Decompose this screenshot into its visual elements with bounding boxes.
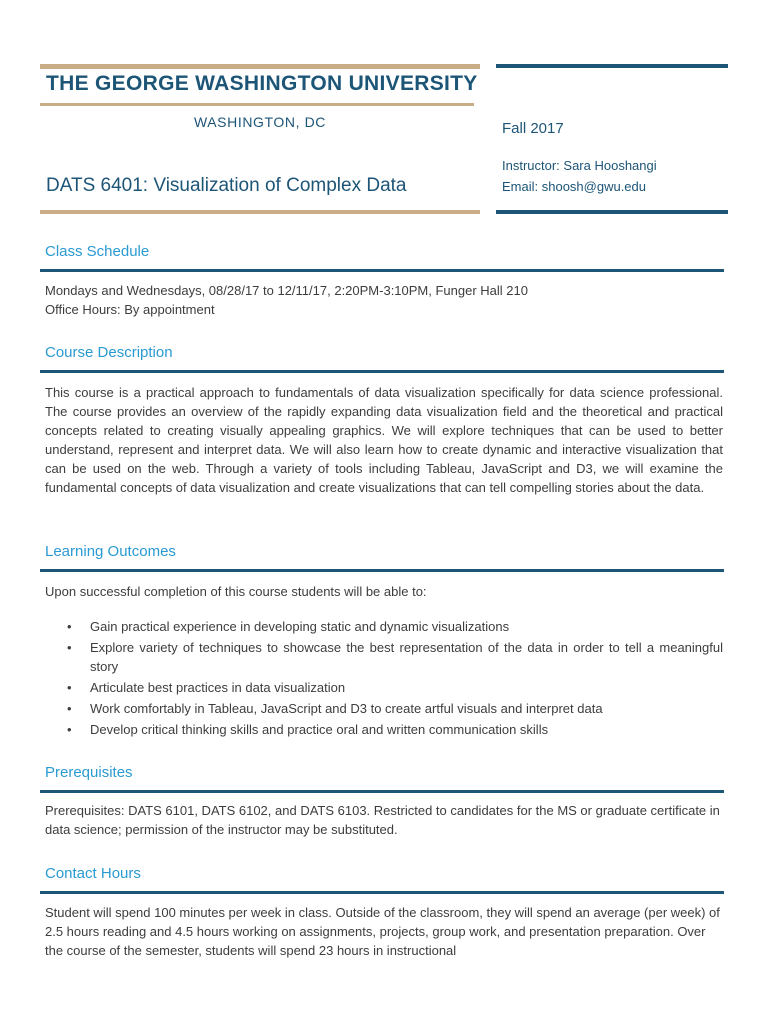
section-heading-schedule: Class Schedule bbox=[45, 243, 150, 260]
header-right-top-rule bbox=[496, 64, 728, 68]
contact-hours-text: Student will spend 100 minutes per week in class. Outside of the classroom, they will spend an average (per week) of 2.5 hours reading and 4.5 hours working on assignments, projects, group work, and presentation preparation. Over the course of the semester, students will spend 23 hours in instructional bbox=[45, 905, 720, 958]
section-heading-description: Course Description bbox=[45, 344, 173, 361]
bullet-icon: • bbox=[67, 701, 72, 716]
list-item-text: Articulate best practices in data visualization bbox=[90, 680, 346, 695]
office-hours-line: Office Hours: By appointment bbox=[45, 302, 215, 317]
header-right-bottom-rule bbox=[496, 210, 728, 214]
outcomes-list bbox=[45, 617, 723, 741]
bullet-icon: • bbox=[67, 722, 72, 737]
schedule-details bbox=[45, 281, 723, 319]
course-title: DATS 6401: Visualization of Complex Data bbox=[46, 175, 407, 196]
university-name: THE GEORGE WASHINGTON UNIVERSITY bbox=[46, 72, 478, 95]
list-item bbox=[45, 699, 723, 718]
bullet-icon: • bbox=[67, 619, 72, 634]
prerequisites-text: Prerequisites: DATS 6101, DATS 6102, and DATS 6103. Restricted to candidates for the MS or graduate certificate in data science; permission of the instructor may be substituted. bbox=[45, 803, 720, 837]
semester-label: Fall 2017 bbox=[502, 120, 564, 137]
list-item bbox=[45, 678, 723, 697]
section-heading-contact-hours: Contact Hours bbox=[45, 865, 141, 882]
university-city: WASHINGTON, DC bbox=[193, 114, 327, 130]
header-mid-tan-rule bbox=[40, 103, 474, 106]
schedule-line: Mondays and Wednesdays, 08/28/17 to 12/11/17, 2:20PM-3:10PM, Funger Hall 210 bbox=[45, 283, 528, 298]
section-rule-prerequisites bbox=[40, 790, 724, 793]
list-item-text: Work comfortably in Tableau, JavaScript and D3 to create artful visuals and interpret data bbox=[90, 701, 603, 716]
list-item bbox=[45, 617, 723, 636]
bullet-icon: • bbox=[67, 640, 72, 655]
section-rule-description bbox=[40, 370, 724, 373]
section-heading-prerequisites: Prerequisites bbox=[45, 764, 133, 781]
section-rule-schedule bbox=[40, 269, 724, 272]
section-rule-contact-hours bbox=[40, 891, 724, 894]
list-item-text: Gain practical experience in developing static and dynamic visualizations bbox=[90, 619, 510, 634]
list-item-text: Explore variety of techniques to showcase the best representation of the data in order to tell a meaningful story bbox=[90, 640, 723, 674]
section-heading-outcomes: Learning Outcomes bbox=[45, 543, 176, 560]
bullet-icon: • bbox=[67, 680, 72, 695]
email-label: Email: shoosh@gwu.edu bbox=[502, 179, 646, 194]
description-text: This course is a practical approach to fundamentals of data visualization specifically for data science professional. The course provides an overview of the rapidly expanding data visualization field and the theoretical and practical concepts related to creating visually appealing graphics. We will explore techniques that can be used to better understand, represent and interpret data. We will also learn how to create dynamic and interactive visualization that can be used on the web. Through a variety of tools including Tableau, JavaScript and D3, we will examine the fundamental concepts of data visualization and create visualizations that can tell compelling stories about the data. bbox=[45, 385, 723, 495]
outcomes-intro: Upon successful completion of this course students will be able to: bbox=[45, 584, 427, 599]
section-rule-outcomes bbox=[40, 569, 724, 572]
list-item bbox=[45, 638, 723, 676]
header-top-tan-rule bbox=[40, 64, 480, 69]
list-item-text: Develop critical thinking skills and practice oral and written communication skills bbox=[90, 722, 549, 737]
list-item bbox=[45, 720, 723, 739]
header-bottom-tan-rule bbox=[40, 210, 480, 214]
instructor-label: Instructor: Sara Hooshangi bbox=[502, 158, 657, 173]
